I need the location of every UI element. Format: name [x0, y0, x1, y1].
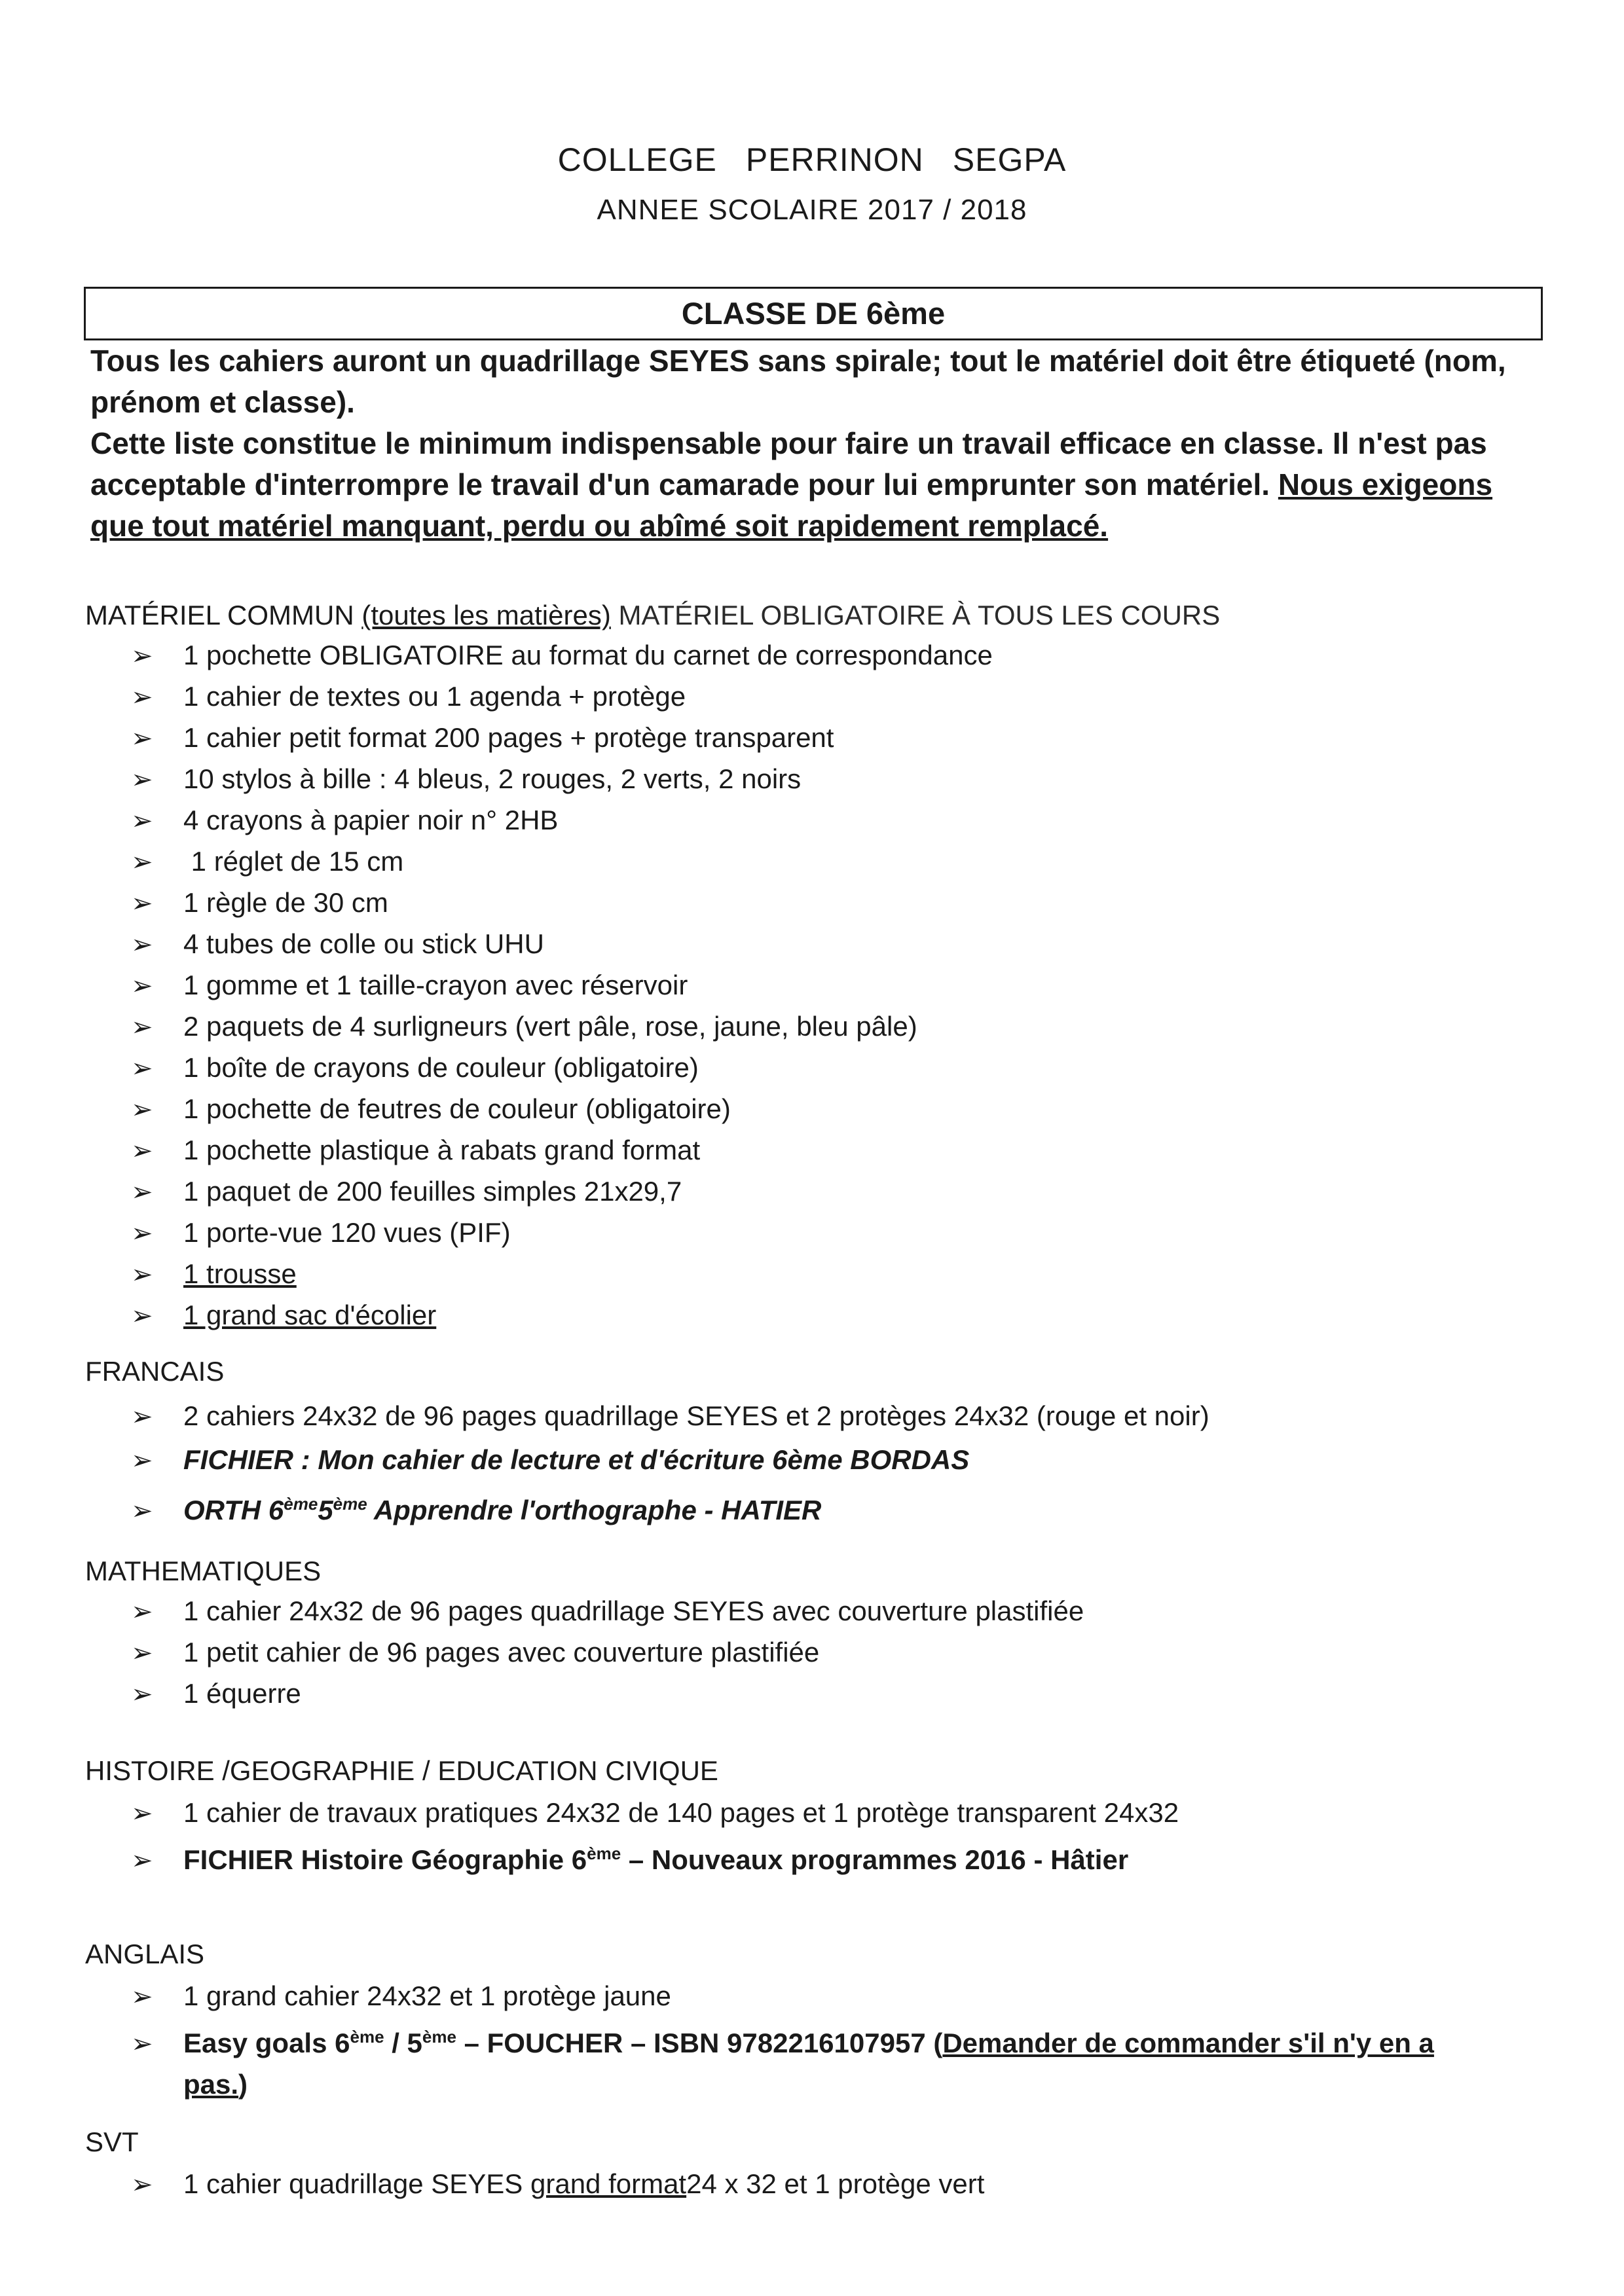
histoire-list — [131, 1793, 1179, 1881]
item-text-underlined: 1 trousse — [183, 1258, 297, 1289]
item-text: 1 paquet de 200 feuilles simples 21x29,7 — [183, 1176, 682, 1207]
intro-text — [90, 340, 1551, 547]
item-text: FICHIER : Mon cahier de lecture et d'écriture 6ème BORDAS — [183, 1444, 970, 1475]
superscript: ème — [333, 1494, 367, 1514]
arrow-bullet-icon: ➢ — [131, 1013, 153, 1042]
materiel-title: MATÉRIEL COMMUN — [85, 600, 354, 630]
item-text-part: Easy goals 6 — [183, 2028, 350, 2058]
item-text: 4 tubes de colle ou stick UHU — [183, 928, 544, 959]
arrow-bullet-icon: ➢ — [131, 1846, 153, 1875]
item-text: 1 porte-vue 120 vues (PIF) — [183, 1217, 511, 1248]
arrow-bullet-icon: ➢ — [131, 2030, 153, 2058]
item-text-part: / 5 — [384, 2028, 422, 2058]
superscript: ème — [422, 2027, 456, 2047]
intro-paragraph-2-underlined: Nous exigeons que tout matériel manquant, perdu ou abîmé soit rapidement remplacé. — [90, 467, 1493, 543]
arrow-bullet-icon: ➢ — [131, 1219, 153, 1248]
intro-paragraph-2 — [90, 423, 1551, 547]
item-text-part: FICHIER Histoire Géographie 6 — [183, 1844, 587, 1875]
anglais-list — [131, 1976, 1434, 2104]
item-text: 1 pochette plastique à rabats grand format — [183, 1135, 701, 1165]
item-text-part: 1 cahier quadrillage SEYES — [183, 2168, 530, 2199]
list-item — [131, 1834, 1179, 1881]
section-title-francais: FRANCAIS — [85, 1356, 225, 1387]
list-item — [131, 1089, 993, 1130]
section-title-materiel-commun — [85, 596, 1220, 635]
item-text: 1 petit cahier de 96 pages avec couverture plastifiée — [183, 1637, 820, 1667]
arrow-bullet-icon: ➢ — [131, 807, 153, 835]
list-item — [131, 718, 993, 759]
list-item — [131, 800, 993, 841]
item-text: 1 cahier 24x32 de 96 pages quadrillage SEYES avec couverture plastifiée — [183, 1595, 1084, 1626]
school-name-heading — [0, 141, 1624, 179]
item-text-underlined: pas. — [183, 2069, 239, 2100]
list-item — [131, 1130, 993, 1171]
arrow-bullet-icon: ➢ — [131, 1178, 153, 1207]
item-text: 1 grand cahier 24x32 et 1 protège jaune — [183, 1980, 671, 2011]
list-item — [131, 1438, 1209, 1482]
section-title-mathematiques: MATHEMATIQUES — [85, 1556, 322, 1586]
list-item — [131, 1171, 993, 1212]
list-item — [131, 924, 993, 965]
arrow-bullet-icon: ➢ — [131, 1680, 153, 1709]
item-text: 1 gomme et 1 taille-crayon avec réservoir — [183, 970, 688, 1000]
list-item — [131, 965, 993, 1006]
list-item — [131, 1591, 1084, 1632]
arrow-bullet-icon: ➢ — [131, 2170, 153, 2199]
arrow-bullet-icon: ➢ — [131, 1302, 153, 1330]
arrow-bullet-icon: ➢ — [131, 1799, 153, 1828]
arrow-bullet-icon: ➢ — [131, 765, 153, 794]
arrow-bullet-icon: ➢ — [131, 642, 153, 670]
item-text: 2 cahiers 24x32 de 96 pages quadrillage SEYES et 2 protèges 24x32 (rouge et noir) — [183, 1400, 1209, 1431]
section-title-svt: SVT — [85, 2126, 139, 2157]
arrow-bullet-icon: ➢ — [131, 724, 153, 753]
list-item — [131, 1793, 1179, 1834]
list-item — [131, 1673, 1084, 1715]
superscript: ème — [350, 2027, 384, 2047]
list-item — [131, 1394, 1209, 1438]
class-title-box: CLASSE DE 6ème — [84, 287, 1543, 340]
heading-word-college: COLLEGE — [557, 141, 717, 178]
item-text-part: ORTH 6 — [183, 1495, 284, 1525]
list-item — [131, 1254, 993, 1295]
item-text-underlined: 1 grand sac d'écolier — [183, 1300, 437, 1330]
item-text: 4 crayons à papier noir n° 2HB — [183, 805, 559, 835]
arrow-bullet-icon: ➢ — [131, 889, 153, 918]
item-text: 1 cahier de textes ou 1 agenda + protège — [183, 681, 686, 712]
item-text: 1 cahier petit format 200 pages + protège transparent — [183, 722, 834, 753]
item-text: 1 cahier de travaux pratiques 24x32 de 140 pages et 1 protège transparent 24x32 — [183, 1797, 1179, 1828]
item-text: 1 boîte de crayons de couleur (obligatoire) — [183, 1052, 699, 1083]
heading-word-segpa: SEGPA — [952, 141, 1067, 178]
item-text: 2 paquets de 4 surligneurs (vert pâle, rose, jaune, bleu pâle) — [183, 1011, 917, 1042]
item-text: 1 réglet de 15 cm — [183, 846, 404, 877]
heading-word-perrinon: PERRINON — [745, 141, 924, 178]
arrow-bullet-icon: ➢ — [131, 1497, 153, 1525]
list-item — [131, 635, 993, 676]
materiel-title-rest: MATÉRIEL OBLIGATOIRE À TOUS LES COURS — [618, 600, 1221, 630]
list-item-continuation — [131, 2064, 1434, 2104]
item-text-part: Apprendre l'orthographe - HATIER — [367, 1495, 822, 1525]
materiel-list — [131, 635, 993, 1336]
item-text-part: ) — [238, 2069, 248, 2100]
list-item — [131, 883, 993, 924]
arrow-bullet-icon: ➢ — [131, 1597, 153, 1626]
item-text: 1 règle de 30 cm — [183, 887, 388, 918]
item-text: 1 pochette OBLIGATOIRE au format du carnet de correspondance — [183, 640, 993, 670]
arrow-bullet-icon: ➢ — [131, 1402, 153, 1431]
arrow-bullet-icon: ➢ — [131, 1095, 153, 1124]
item-text-underlined: Demander de commander s'il n'y en a — [942, 2028, 1434, 2058]
francais-list — [131, 1394, 1209, 1533]
intro-paragraph-2-text: Cette liste constitue le minimum indispensable pour faire un travail efficace en classe. Il n'est pas acceptable d'interrompre le travail d'un camarade pour lui emprunter son matériel. — [90, 426, 1487, 501]
list-item — [131, 2017, 1434, 2064]
item-text-part: – FOUCHER – ISBN 9782216107957 ( — [456, 2028, 943, 2058]
arrow-bullet-icon: ➢ — [131, 1982, 153, 2011]
arrow-bullet-icon: ➢ — [131, 1260, 153, 1289]
list-item — [131, 1632, 1084, 1673]
superscript: ème — [587, 1844, 621, 1863]
item-text: 1 équerre — [183, 1678, 301, 1709]
svt-list — [131, 2164, 984, 2205]
maths-list — [131, 1591, 1084, 1715]
list-item — [131, 1976, 1434, 2017]
arrow-bullet-icon: ➢ — [131, 683, 153, 712]
item-text: 1 pochette de feutres de couleur (obligatoire) — [183, 1093, 731, 1124]
superscript: ème — [284, 1494, 318, 1514]
arrow-bullet-icon: ➢ — [131, 848, 153, 877]
item-text-part: 5 — [318, 1495, 333, 1525]
item-text-part: 24 x 32 et 1 protège vert — [686, 2168, 985, 2199]
list-item — [131, 1482, 1209, 1533]
item-text-part: – Nouveaux programmes 2016 - Hâtier — [621, 1844, 1129, 1875]
arrow-bullet-icon: ➢ — [131, 930, 153, 959]
arrow-bullet-icon: ➢ — [131, 1446, 153, 1475]
list-item — [131, 1006, 993, 1048]
list-item — [131, 759, 993, 800]
arrow-bullet-icon: ➢ — [131, 1054, 153, 1083]
item-text-underlined: grand format — [530, 2168, 687, 2199]
section-title-anglais: ANGLAIS — [85, 1939, 205, 1969]
arrow-bullet-icon: ➢ — [131, 1639, 153, 1667]
list-item — [131, 1295, 993, 1336]
list-item — [131, 2164, 984, 2205]
list-item — [131, 1048, 993, 1089]
arrow-bullet-icon: ➢ — [131, 1137, 153, 1165]
intro-paragraph-1: Tous les cahiers auront un quadrillage SEYES sans spirale; tout le matériel doit être étiqueté (nom, prénom et classe). — [90, 344, 1506, 419]
materiel-title-underlined: (toutes les matières) — [361, 600, 611, 630]
school-year-heading: ANNEE SCOLAIRE 2017 / 2018 — [597, 194, 1027, 226]
arrow-bullet-icon: ➢ — [131, 972, 153, 1000]
item-text: 10 stylos à bille : 4 bleus, 2 rouges, 2 verts, 2 noirs — [183, 763, 802, 794]
list-item — [131, 1212, 993, 1254]
list-item — [131, 676, 993, 718]
section-title-histoire-geographie: HISTOIRE /GEOGRAPHIE / EDUCATION CIVIQUE — [85, 1755, 718, 1786]
list-item — [131, 841, 993, 883]
